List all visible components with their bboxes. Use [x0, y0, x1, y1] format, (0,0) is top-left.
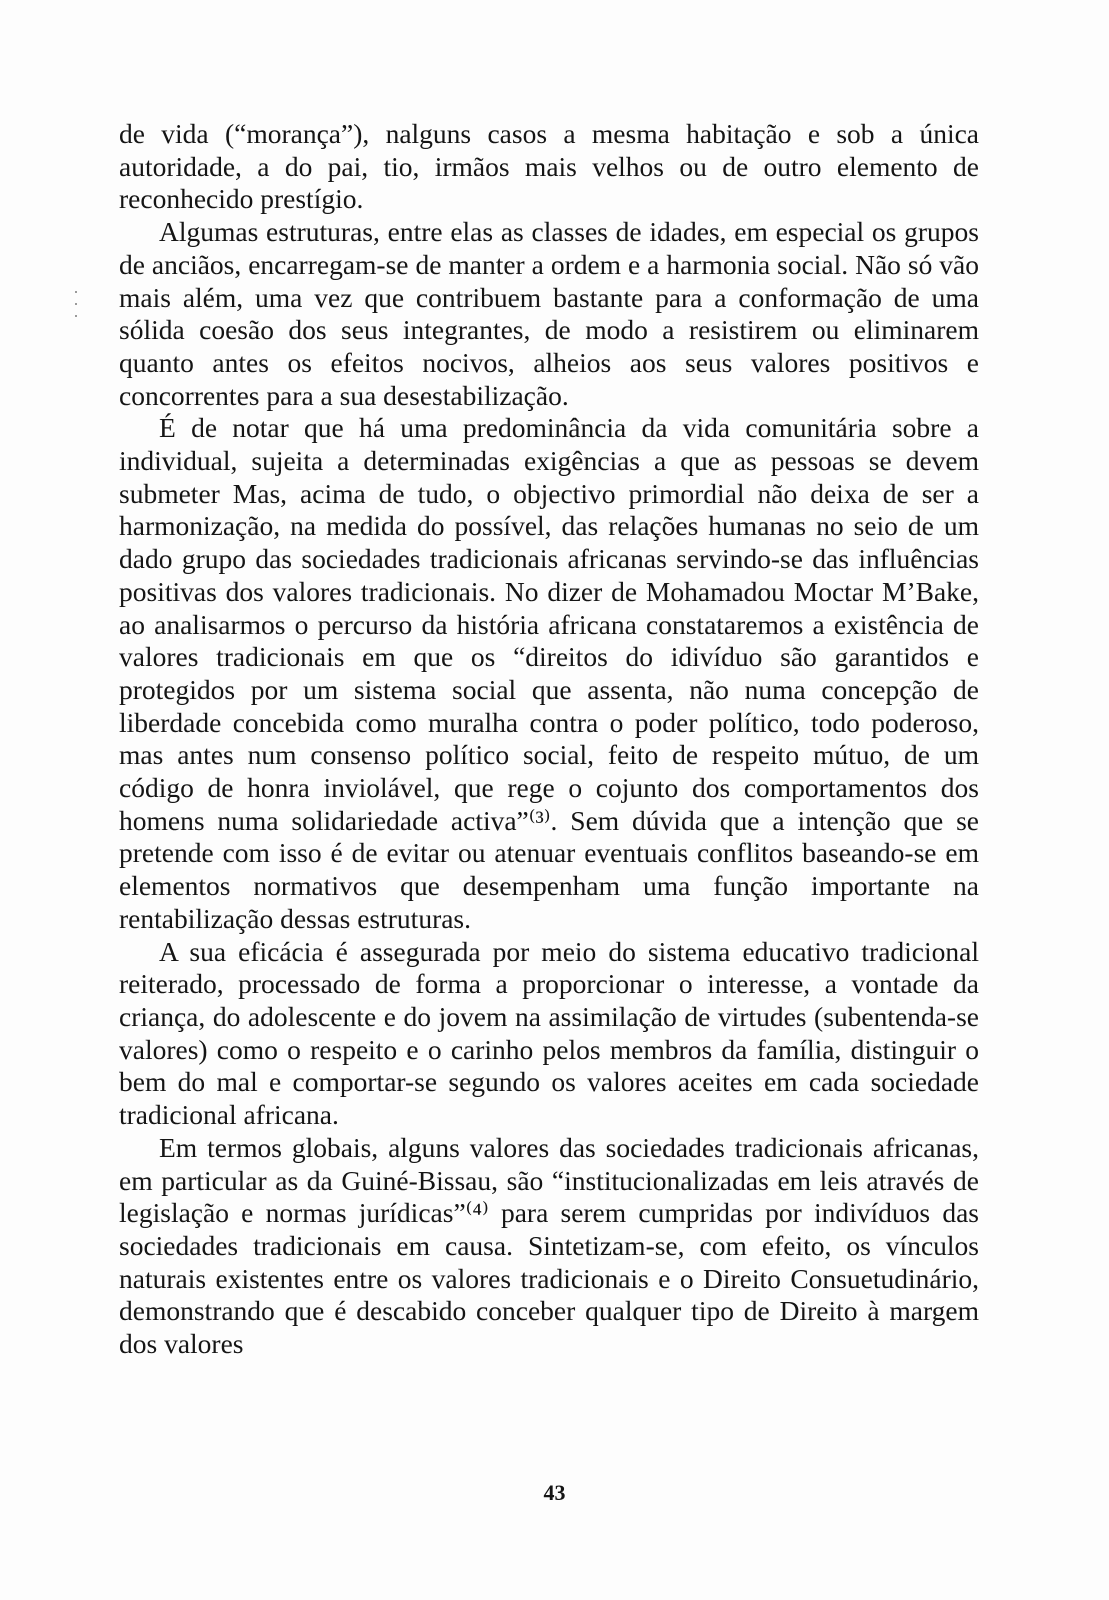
paragraph-4: A sua eficácia é assegurada por meio do sistema educativo tradicional reiterado, processado de forma a proporcionar o interesse, a vontade da criança, do adolescente e do jovem na assimilação de virtudes (subentenda-se valores) como o respeito e o carinho pelos membros da família, distinguir o bem do mal e comportar-se segundo os valores aceites em cada sociedade tradicional africana.	[119, 935, 979, 1131]
paragraph-5: Em termos globais, alguns valores das sociedades tradicionais africanas, em particular as da Guiné-Bissau, são “institucionalizadas em leis através de legislação e normas jurídicas”⁽⁴⁾ para serem cumpridas por indivíduos das sociedades tradicionais em causa. Sintetizam-se, com efeito, os vínculos naturais existentes entre os valores tradicionais e o Direito Consuetudinário, demonstrando que é descabido conceber qualquer tipo de Direito à margem dos valores	[119, 1131, 979, 1360]
paragraph-3: É de notar que há uma predominância da vida comunitária sobre a individual, sujeita a determinadas exigências a que as pessoas se devem submeter Mas, acima de tudo, o objectivo primordial não deixa de ser a harmonização, na medida do possível, das relações humanas no seio de um dado grupo das sociedades tradicionais africanas servindo-se das influências positivas dos valores tradicionais. No dizer de Mohamadou Moctar M’Bake, ao analisarmos o percurso da história africana constataremos a existência de valores tradicionais em que os “direitos do idivíduo são garantidos e protegidos por um sistema social que assenta, não numa concepção de liberdade concebida como muralha contra o poder político, todo poderoso, mas antes num consenso político social, feito de respeito mútuo, de um código de honra inviolável, que rege o cojunto dos comportamentos dos homens numa solidariedade activa”⁽³⁾. Sem dúvida que a intenção que se pretende com isso é de evitar ou atenuar eventuais conflitos baseando-se em elementos normativos que desempenham uma função importante na rentabilização dessas estruturas.	[119, 412, 979, 934]
page-number: 43	[543, 1480, 566, 1505]
paragraph-1: de vida (“morança”), nalguns casos a mesma habitação e sob a única autoridade, a do pai, tio, irmãos mais velhos ou de outro elemento de reconhecido prestígio.	[119, 118, 979, 215]
paragraph-2: Algumas estruturas, entre elas as classes de idades, em especial os grupos de anciãos, encarregam-se de manter a ordem e a harmonia social. Não só vão mais além, uma vez que contribuem bastante para a conformação de uma sólida coesão dos seus integrantes, de modo a resistirem ou eliminarem quanto antes os efeitos nocivos, alheios aos seus valores positivos e concorrentes para a sua desestabilização.	[119, 216, 979, 411]
margin-marks	[74, 291, 78, 331]
body-text	[119, 118, 979, 1361]
